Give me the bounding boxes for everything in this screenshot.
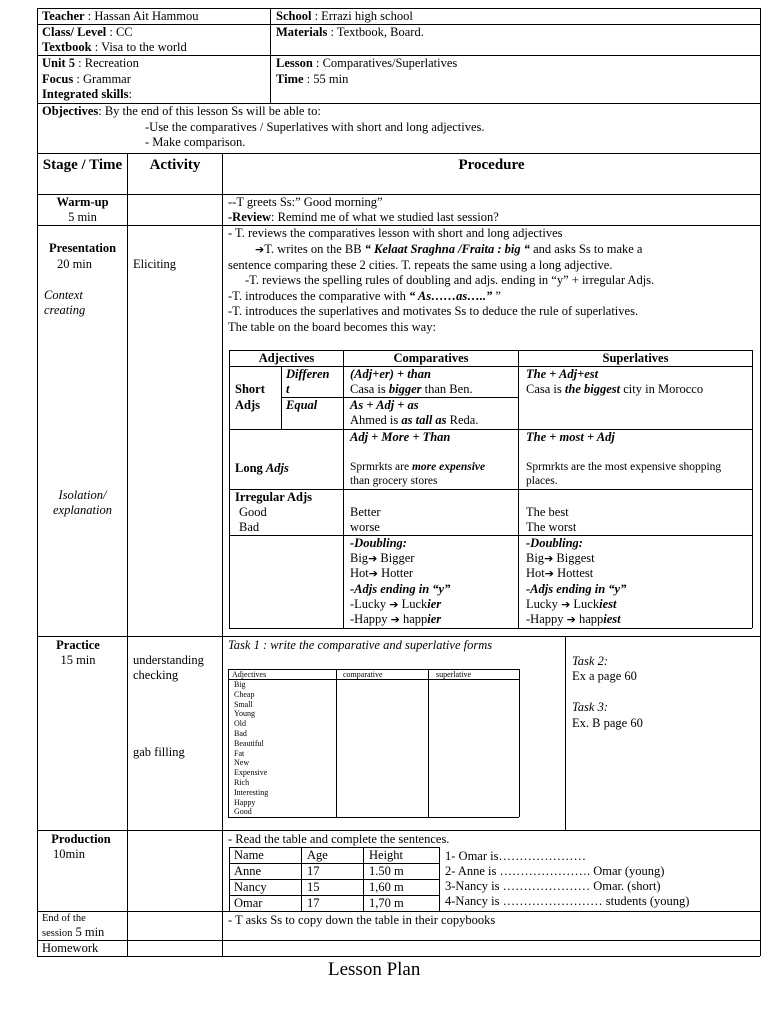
unit-field: Unit 5 : Recreation	[42, 56, 139, 70]
presentation-time: 20 min	[56, 257, 93, 271]
different-label: Differen	[286, 367, 330, 381]
production-header: Age	[307, 848, 328, 862]
presentation-line: -T. introduces the comparative with “ As……as…..” ”	[228, 289, 501, 303]
arrow-right-icon: ➔	[544, 552, 554, 565]
production-instruction: - Read the table and complete the sentences.	[228, 832, 450, 846]
worksheet-adjective-list	[234, 680, 268, 817]
presentation-line: The table on the board becomes this way:	[228, 320, 436, 334]
superlative-rule: The + Adj+est	[526, 367, 599, 381]
doubling-superlative: Big➔ Biggest	[526, 551, 595, 565]
irregular-comparative: worse	[350, 520, 380, 534]
production-cell: 17	[307, 864, 320, 878]
production-cell: 17	[307, 896, 320, 910]
y-ending-label: -Adjs ending in “y”	[526, 582, 627, 596]
presentation-activity: Eliciting	[133, 257, 177, 271]
presentation-line: - T. reviews the comparatives lesson with short and long adjectives	[228, 226, 563, 240]
arrow-right-icon: ➔	[368, 567, 378, 580]
column-header-stage: Stage / Time	[42, 157, 123, 173]
long-superlative-example: Sprmrkts are the most expensive shopping	[526, 461, 722, 473]
context-label: Context	[44, 288, 83, 302]
long-adjs-label: Long Adjs	[235, 461, 289, 475]
worksheet-adjective: Small	[234, 699, 253, 709]
doubling-label: -Doubling:	[350, 536, 407, 550]
production-cell: 1.50 m	[369, 864, 404, 878]
task1-instruction: Task 1 : write the comparative and superlative forms	[228, 638, 493, 652]
worksheet-adjective: Interesting	[234, 787, 269, 797]
grammar-header-comparatives: Comparatives	[393, 351, 469, 365]
worksheet-adjective: Bad	[234, 728, 247, 738]
production-time: 10min	[53, 847, 85, 861]
long-comparative-example: Sprmrkts are more expensive	[350, 461, 486, 473]
worksheet-adjective: Beautiful	[234, 738, 264, 748]
worksheet-adjective: Young	[234, 709, 255, 719]
task2-text: Ex a page 60	[572, 669, 637, 683]
time-field: Time : 55 min	[276, 72, 349, 86]
grammar-header-superlatives: Superlatives	[602, 351, 669, 365]
production-cell: 1,70 m	[369, 896, 404, 910]
production-cell: 1,60 m	[369, 880, 404, 894]
homework-stage: Homework	[42, 941, 99, 955]
focus-field: Focus : Grammar	[42, 72, 131, 86]
context-label: creating	[44, 303, 86, 317]
presentation-line: ➔T. writes on the BB “ Kelaat Sraghna /Fraita : big “ and asks Ss to make a	[255, 242, 643, 256]
worksheet-adjective: Expensive	[234, 768, 268, 778]
y-ending-comparative: -Lucky ➔ Luckier	[350, 597, 442, 611]
production-cell: 15	[307, 880, 320, 894]
production-sentence: 1- Omar is…………………	[445, 849, 586, 863]
objectives-intro: Objectives: By the end of this lesson Ss will be able to:	[42, 104, 321, 118]
production-header: Name	[234, 848, 264, 862]
y-ending-comparative: -Happy ➔ happier	[350, 612, 442, 626]
long-superlative-example: places.	[526, 475, 558, 487]
objective-item: - Make comparison.	[145, 135, 246, 149]
class-level-field: Class/ Level : CC	[42, 25, 133, 39]
practice-stage: Practice	[56, 638, 100, 652]
grammar-header-adjectives: Adjectives	[258, 351, 315, 365]
presentation-stage: Presentation	[48, 241, 117, 255]
practice-activity: understanding	[133, 653, 204, 667]
doubling-superlative: Hot➔ Hottest	[526, 566, 594, 580]
task3-label: Task 3:	[572, 700, 609, 714]
end-session-stage: End of the	[42, 913, 86, 924]
arrow-right-icon: ➔	[544, 567, 554, 580]
different-label: t	[286, 382, 290, 396]
equal-comparative-example: Ahmed is as tall as Reda.	[350, 413, 479, 427]
worksheet-adjective: Old	[234, 719, 246, 729]
irregular-adj: Good	[239, 505, 267, 519]
worksheet-adjective: Cheap	[234, 689, 255, 699]
isolation-label: Isolation/	[58, 488, 107, 502]
arrow-right-icon: ➔	[255, 243, 265, 256]
doubling-comparative: Hot➔ Hotter	[350, 566, 414, 580]
production-sentence: 2- Anne is …………………. Omar (young)	[445, 864, 665, 878]
worksheet-adjective: Big	[234, 680, 246, 689]
long-comparative-example: than grocery stores	[350, 475, 438, 487]
short-adjs-label: Short	[235, 382, 265, 396]
worksheet-adjective: Rich	[234, 777, 250, 787]
long-comparative-rule: Adj + More + Than	[350, 430, 451, 444]
production-header: Height	[369, 848, 404, 862]
comparative-example: Casa is bigger than Ben.	[350, 382, 473, 396]
school-field: School : Errazi high school	[276, 9, 413, 23]
presentation-line: -T. introduces the superlatives and motivates Ss to deduce the rule of superlatives.	[228, 304, 639, 318]
warmup-time: 5 min	[68, 210, 97, 224]
comparative-rule: (Adj+er) + than	[350, 367, 431, 381]
warmup-stage: Warm-up	[56, 195, 109, 209]
end-session-text: - T asks Ss to copy down the table in their copybooks	[228, 913, 496, 927]
isolation-label: explanation	[52, 503, 112, 517]
production-cell: Nancy	[234, 880, 267, 894]
worksheet-adjective: Happy	[234, 797, 256, 807]
y-ending-superlative: -Happy ➔ happiest	[526, 612, 621, 626]
production-cell: Anne	[234, 864, 262, 878]
irregular-superlative: The best	[526, 505, 569, 519]
irregular-adj: Bad	[239, 520, 260, 534]
y-ending-superlative: Lucky ➔ Luckiest	[526, 597, 617, 611]
arrow-right-icon: ➔	[566, 613, 576, 626]
task3-text: Ex. B page 60	[572, 716, 643, 730]
production-stage: Production	[51, 832, 111, 846]
column-header-activity: Activity	[149, 157, 201, 173]
page-title: Lesson Plan	[328, 959, 421, 980]
task2-label: Task 2:	[572, 654, 609, 668]
presentation-line: sentence comparing these 2 cities. T. repeats the same using a long adjective.	[228, 258, 613, 272]
arrow-right-icon: ➔	[368, 552, 378, 565]
superlative-example: Casa is the biggest city in Morocco	[526, 382, 704, 396]
worksheet-header: superlative	[436, 670, 472, 679]
long-superlative-rule: The + most + Adj	[526, 430, 615, 444]
end-session-stage: session 5 min	[42, 925, 105, 939]
y-ending-label: -Adjs ending in “y”	[350, 582, 451, 596]
doubling-label: -Doubling:	[526, 536, 583, 550]
short-adjs-label: Adjs	[235, 398, 261, 412]
irregular-comparative: Better	[350, 505, 381, 519]
practice-divider	[565, 636, 566, 830]
equal-comparative-rule: As + Adj + as	[350, 398, 419, 412]
objective-item: -Use the comparatives / Superlatives with short and long adjectives.	[145, 120, 485, 134]
worksheet-header: comparative	[343, 670, 383, 679]
arrow-right-icon: ➔	[561, 598, 571, 611]
arrow-right-icon: ➔	[390, 613, 400, 626]
irregular-superlative: The worst	[526, 520, 577, 534]
worksheet-adjective: Good	[234, 807, 252, 817]
production-sentence: 3-Nancy is ………………… Omar. (short)	[445, 879, 661, 893]
practice-time: 15 min	[60, 653, 96, 667]
worksheet-adjective: Fat	[234, 748, 245, 758]
doubling-comparative: Big➔ Bigger	[350, 551, 415, 565]
lesson-field: Lesson : Comparatives/Superlatives	[276, 56, 458, 70]
integrated-skills-field: Integrated skills:	[42, 87, 132, 101]
presentation-line: -T. reviews the spelling rules of doubling and adjs. ending in “y” + irregular Adjs.	[245, 273, 655, 287]
worksheet-adjective: New	[234, 758, 250, 768]
production-cell: Omar	[234, 896, 263, 910]
practice-activity: checking	[133, 668, 179, 682]
teacher-field: Teacher : Hassan Ait Hammou	[42, 9, 199, 23]
warmup-greeting: --T greets Ss:” Good morning”	[228, 195, 383, 209]
practice-activity: gab filling	[133, 745, 185, 759]
equal-label: Equal	[286, 398, 318, 412]
arrow-right-icon: ➔	[389, 598, 399, 611]
warmup-review: -Review: Remind me of what we studied last session?	[228, 210, 499, 224]
column-header-procedure: Procedure	[458, 157, 525, 173]
textbook-field: Textbook : Visa to the world	[42, 40, 187, 54]
production-sentence: 4-Nancy is …………………… students (young)	[445, 894, 690, 908]
materials-field: Materials : Textbook, Board.	[276, 25, 424, 39]
irregular-adjs-label: Irregular Adjs	[235, 490, 312, 504]
worksheet-header: Adjectives	[232, 670, 267, 679]
